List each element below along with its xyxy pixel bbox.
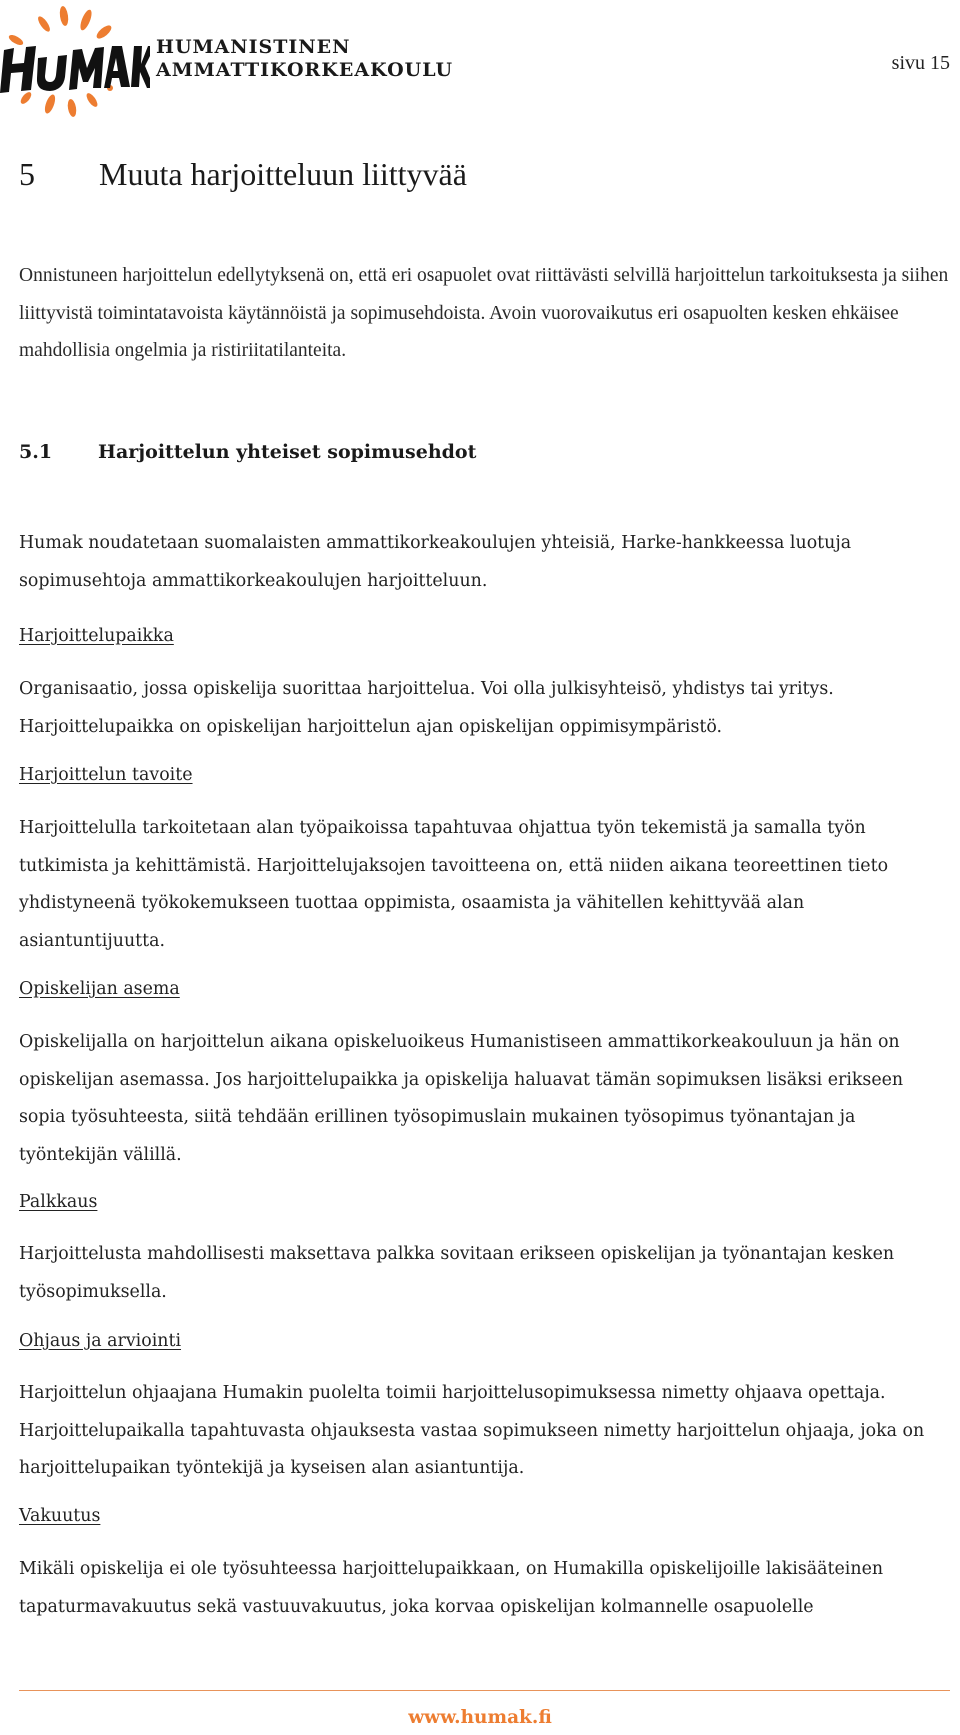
paragraph-opiskelijan-asema: Opiskelijalla on harjoittelun aikana opiskeluoikeus Humanistiseen ammattikorkeakouluun ja hän on opiskelijan asemassa. Jos harjoittelupaikka ja opiskelija haluavat tämän sopimuksen lisäksi erikseen sopia työsuhteesta, siitä tehdään erillinen työsopimuslain mukainen työsopimus työnantajan ja työntekijän välillä. [19, 1032, 904, 1165]
subheading-vakuutus: Vakuutus [19, 1506, 101, 1526]
footer-divider [19, 1690, 950, 1691]
subheading-harjoittelun-tavoite: Harjoittelun tavoite [19, 765, 193, 785]
subsection-title: Harjoittelun yhteiset sopimusehdot [98, 441, 477, 463]
paragraph-harjoittelun-tavoite: Harjoittelulla tarkoitetaan alan työpaikoissa tapahtuvaa ohjattua työn tekemistä ja samalla työn tutkimista ja kehittämistä. Harjoittelujaksojen tavoitteena on, että niiden aikana teoreettinen tieto yhdistyneenä työkokemukseen tuottaa oppimista, osaamista ja vähitellen kehittyvää alan asiantuntijuutta. [19, 818, 889, 951]
paragraph-harjoittelupaikka: Organisaatio, jossa opiskelija suorittaa harjoittelua. Voi olla julkisyhteisö, yhdistys tai yritys. Harjoittelupaikka on opiskelijan harjoittelun ajan opiskelijan oppimisympäristö. [19, 679, 834, 737]
subsection-heading [19, 441, 476, 463]
organization-name [156, 36, 453, 82]
org-name-line1: HUMANISTINEN [156, 36, 351, 58]
paragraph-vakuutus: Mikäli opiskelija ei ole työsuhteessa harjoittelupaikkaan, on Humakilla opiskelijoille lakisääteinen tapaturmavakuutus sekä vastuuvakuutus, joka korvaa opiskelijan kolmannelle osapuolelle [19, 1559, 884, 1617]
subheading-opiskelijan-asema: Opiskelijan asema [19, 979, 180, 999]
footer-website-link[interactable]: www.humak.fi [408, 1707, 552, 1728]
humak-logo[interactable] [0, 2, 454, 120]
page-number: sivu 15 [891, 52, 950, 74]
section-heading [19, 156, 467, 193]
subsection-intro-paragraph: Humak noudatetaan suomalaisten ammattikorkeakoulujen yhteisiä, Harke-hankkeessa luotuja sopimusehtoja ammattikorkeakoulujen harjoitteluun. [19, 533, 852, 591]
section-intro-paragraph: Onnistuneen harjoittelun edellytyksenä on, että eri osapuolet ovat riittävästi selvillä harjoittelun tarkoituksesta ja siihen liittyvistä toimintatavoista käytännöistä ja sopimusehdoista. Avoin vuorovaikutus eri osapuolten kesken ehkäisee mahdollisia ongelmia ja ristiriitatilanteita. [19, 265, 949, 361]
subheading-palkkaus: Palkkaus [19, 1192, 98, 1212]
paragraph-ohjaus-ja-arviointi: Harjoittelun ohjaajana Humakin puolelta toimii harjoittelusopimuksessa nimetty ohjaava opettaja. Harjoittelupaikalla tapahtuvasta ohjauksesta vastaa sopimukseen nimetty harjoittelun ohjaaja, joka on harjoittelupaikan työntekijä ja kyseisen alan asiantuntija. [19, 1383, 925, 1478]
subsection-number: 5.1 [19, 441, 53, 463]
logo-graphic [0, 2, 150, 120]
subheading-harjoittelupaikka: Harjoittelupaikka [19, 626, 174, 646]
org-name-line2: AMMATTIKORKEAKOULU [156, 59, 454, 81]
humak-wordmark-icon [0, 46, 150, 93]
paragraph-palkkaus: Harjoittelusta mahdollisesti maksettava palkka sovitaan erikseen opiskelijan ja työnantajan kesken työsopimuksella. [19, 1244, 895, 1302]
section-number: 5 [19, 156, 35, 192]
subheading-ohjaus-ja-arviointi: Ohjaus ja arviointi [19, 1331, 182, 1351]
section-title: Muuta harjoitteluun liittyvää [99, 156, 467, 192]
